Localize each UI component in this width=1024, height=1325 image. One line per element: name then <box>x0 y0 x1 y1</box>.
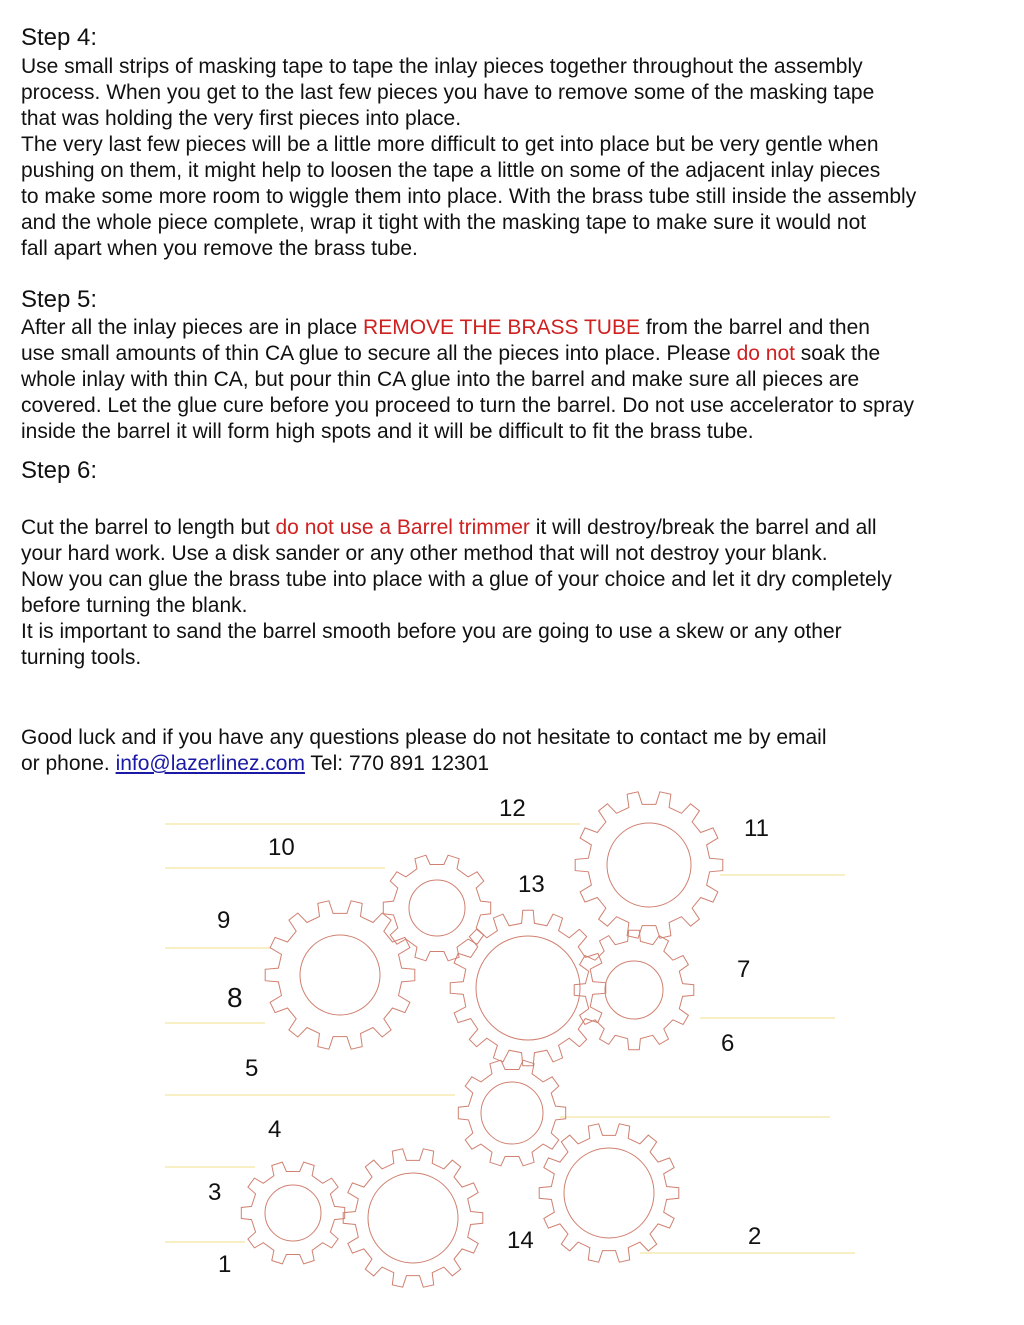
gear-inlay-diagram <box>0 780 1024 1325</box>
step4-heading: Step 4: <box>21 24 98 51</box>
gear-hole <box>476 936 580 1040</box>
piece-label-8: 8 <box>227 982 243 1013</box>
gear-hole <box>368 1173 458 1263</box>
step5-text-part2: from the barrel and then use small amounts of thin CA glue to secure all the pieces into place. Please <box>21 316 870 365</box>
step6-text-part2: it will destroy/break the barrel and all your hard work. Use a disk sander or any other method that will not destroy your blank. Now you can glue the brass tube into place with a glue of your choice and let it dry completely before turning the blank. It is important to sand the barrel smooth before you are going to use a skew or any other turning tools. <box>21 516 892 669</box>
gear-outline <box>539 1124 679 1262</box>
gear-outline <box>575 792 723 938</box>
gear-hole <box>605 961 663 1019</box>
step6-text-part1: Cut the barrel to length but <box>21 516 276 539</box>
gear-outline <box>343 1149 483 1287</box>
piece-label-1: 1 <box>218 1251 232 1278</box>
piece-label-13: 13 <box>518 871 545 898</box>
step4-text: Use small strips of masking tape to tape the inlay pieces together throughout the assembly process. When you get to the last few pieces you have to remove some of the masking tape that was holding the very first pieces into place. The very last few pieces will be a little more difficult to get into place but be very gentle when pushing on them, it might help to loosen the tape a little on some of the adjacent inlay pieces to make some more room to wiggle them into place. With the brass tube still inside the assembly and the whole piece complete, wrap it tight with the masking tape to make sure it would not fall apart when you remove the brass tube. <box>21 55 917 260</box>
gear-outline <box>383 855 490 961</box>
gear-hole <box>409 880 465 936</box>
step5-text <box>21 315 1021 445</box>
step5-text-part1: After all the inlay pieces are in place <box>21 316 364 339</box>
gear-hole <box>481 1082 543 1144</box>
closing-phone: Tel: 770 891 12301 <box>304 752 490 775</box>
gear-hole <box>265 1185 321 1241</box>
gear-outline <box>265 901 415 1049</box>
step6-text <box>21 515 1021 671</box>
gear-hole <box>564 1148 654 1238</box>
closing-text <box>21 725 1021 777</box>
piece-label-3: 3 <box>208 1179 222 1206</box>
piece-label-5: 5 <box>245 1055 259 1082</box>
piece-label-6: 6 <box>721 1030 735 1057</box>
step5-warning-do-not: do not <box>736 342 795 365</box>
guide-lines <box>165 824 855 1253</box>
step5-heading: Step 5: <box>21 286 98 313</box>
step5-warning-remove-tube: REMOVE THE BRASS TUBE <box>363 316 640 339</box>
piece-label-7: 7 <box>737 956 751 983</box>
closing-text-part1: Good luck and if you have any questions please do not hesitate to contact me by email or phone. <box>21 726 827 775</box>
piece-label-11: 11 <box>744 815 769 842</box>
gear-hole <box>300 935 380 1015</box>
gear-outline <box>241 1162 344 1264</box>
step6-heading: Step 6: <box>21 457 98 484</box>
gear-outline <box>450 910 606 1066</box>
piece-label-9: 9 <box>217 907 231 934</box>
gear-hole <box>607 823 691 907</box>
gear-outline <box>574 930 694 1050</box>
piece-label-10: 10 <box>268 834 295 861</box>
piece-label-12: 12 <box>499 795 526 822</box>
gear-pieces <box>241 792 723 1287</box>
step6-warning-barrel-trimmer: do not use a Barrel trimmer <box>275 516 530 539</box>
gear-outline <box>458 1060 565 1166</box>
step5-text-part3: soak the whole inlay with thin CA, but pour thin CA glue into the barrel and make sure all pieces are covered. Let the glue cure before you proceed to turn the barrel. Do not use accelerator to spray inside the barrel it will form high spots and it will be difficult to fit the brass tube. <box>21 342 915 443</box>
piece-label-14: 14 <box>507 1227 534 1254</box>
email-link[interactable]: info@lazerlinez.com <box>115 752 305 775</box>
piece-label-4: 4 <box>268 1116 282 1143</box>
piece-label-2: 2 <box>748 1223 762 1250</box>
